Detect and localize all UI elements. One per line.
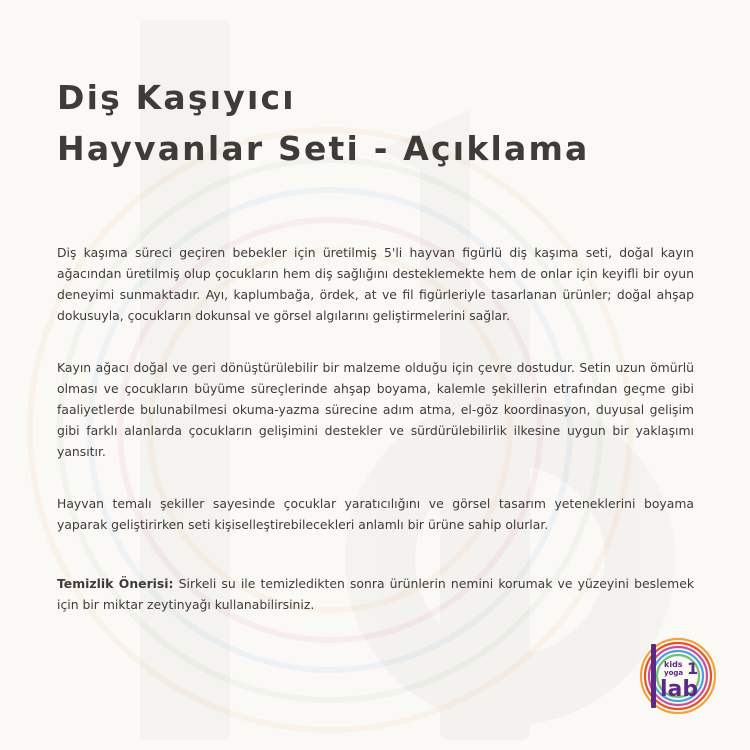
kids-yoga-lab-logo [638, 636, 718, 716]
description-paragraph-3: Hayvan temalı şekiller sayesinde çocuklar yaratıcılığını ve görsel tasarım yeteneklerini boyama yaparak geliştirirken seti kişiselleştirebilecekleri anlamlı bir ürüne sahip olurlar. [57, 496, 694, 532]
description-paragraph-1: Diş kaşıma süreci geçiren bebekler için üretilmiş 5'li hayvan figürlü diş kaşıma seti, doğal kayın ağacından üretilmiş olup çocukların hem diş sağlığını desteklemekte hem de onlar için keyifli bir oyun deneyimi sunmaktadır. Ayı, kaplumbağa, ördek, at ve fil figürleriyle tasarlanan ürünler; doğal ahşap dokusuyla, çocukların dokunsal ve görsel algılarını geliştirmelerini sağlar. [57, 245, 694, 323]
cleaning-suggestion-label: Temizlik Önerisi: [57, 576, 174, 591]
logo-number: 1 [687, 659, 699, 678]
title-line-2: Hayvanlar Seti - Açıklama [57, 129, 590, 168]
description-paragraph-2: Kayın ağacı doğal ve geri dönüştürülebilir bir malzeme olduğu için çevre dostudur. Setin uzun ömürlü olması ve çocukların büyüme süreçlerinde ahşap boyama, kalemle şekillerin etrafından geçme gibi faaliyetlerde bulunabilmesi okuma-yazma sürecine adım atma, el-göz koordinasyon, duyusal gelişim gibi farklı alanlarda çocukların gelişimini destekler ve sürdürülebilirlik ilkesine uygun bir yaklaşımı yansıtır. [57, 360, 694, 459]
cleaning-suggestion-paragraph [57, 573, 694, 615]
logo-yoga-text: yoga [664, 669, 684, 677]
title-line-1: Diş Kaşıyıcı [57, 78, 296, 117]
cleaning-suggestion-text: Sirkeli su ile temizledikten sonra ürünlerin nemini korumak ve yüzeyini beslemek için bir miktar zeytinyağı kullanabilirsiniz. [57, 576, 695, 612]
logo-lab-text: lab [660, 677, 699, 702]
logo-kids-text: kids [664, 660, 683, 669]
page-title [57, 72, 590, 174]
